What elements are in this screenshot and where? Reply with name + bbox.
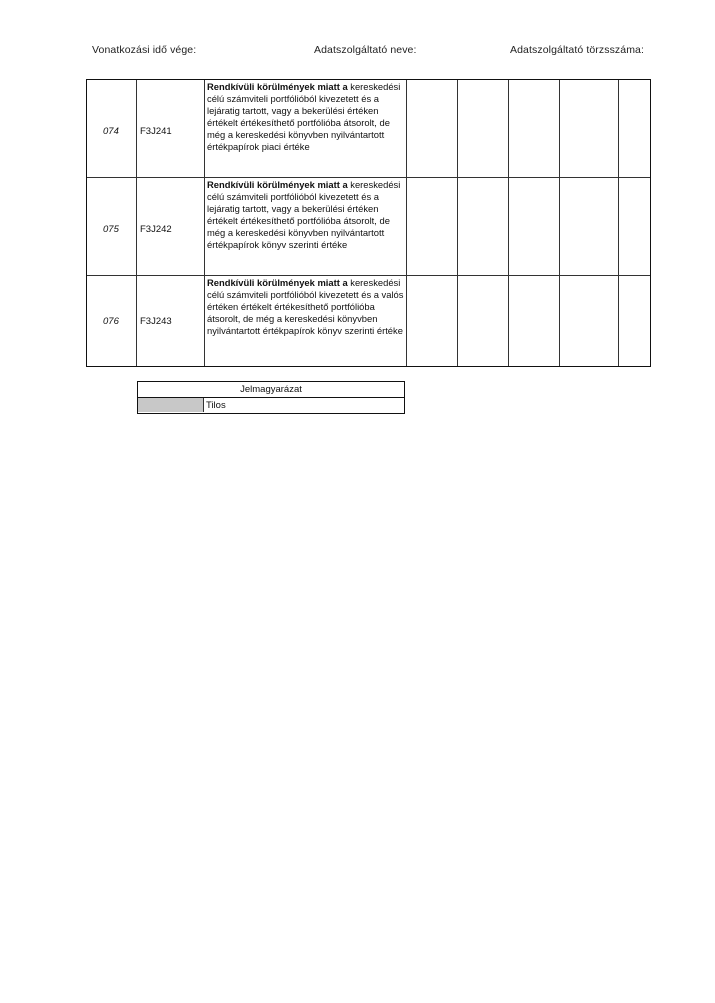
data-table (86, 79, 651, 367)
value-cell[interactable] (407, 80, 458, 177)
row-code: F3J243 (140, 316, 172, 327)
row-description: Rendkívüli körülmények miatt a kereskedési célú számviteli portfólióból kivezetett és a valós értéken értékelt értékesíthető portfólióba átsorolt, de még a kereskedési könyvben nyilvántartott értékpapírok könyv szerinti értéke (207, 277, 404, 337)
row-description: Rendkívüli körülmények miatt a kereskedési célú számviteli portfólióból kivezetett és a lejáratig tartott, vagy a bekerülési értéken értékelt értékesíthető portfólióba átsorolt, de még a kereskedési könyvben nyilvántartott értékpapírok könyv szerinti értéke (207, 179, 401, 251)
value-cell[interactable] (458, 80, 509, 177)
row-number: 074 (103, 126, 119, 137)
value-cell[interactable] (619, 178, 650, 275)
table-row (87, 276, 650, 366)
reference-period-end-label: Vonatkozási idő vége: (92, 44, 197, 56)
value-cell[interactable] (458, 276, 509, 366)
table-row (87, 80, 650, 178)
legend-swatch-forbidden (138, 398, 204, 412)
row-code: F3J242 (140, 224, 172, 235)
legend-label-forbidden: Tilos (206, 400, 226, 411)
provider-reg-number-label: Adatszolgáltató törzsszáma: (510, 44, 645, 56)
legend-title: Jelmagyarázat (138, 382, 404, 398)
value-cell[interactable] (509, 80, 560, 177)
table-row (87, 178, 650, 276)
row-code: F3J241 (140, 126, 172, 137)
value-cell[interactable] (619, 276, 650, 366)
value-cell[interactable] (509, 276, 560, 366)
legend-box (137, 381, 405, 414)
value-cell[interactable] (560, 276, 619, 366)
value-cell[interactable] (458, 178, 509, 275)
row-number: 076 (103, 316, 119, 327)
value-cell[interactable] (509, 178, 560, 275)
value-cell[interactable] (560, 178, 619, 275)
row-description: Rendkívüli körülmények miatt a kereskedési célú számviteli portfólióból kivezetett és a lejáratig tartott, vagy a bekerülési értéken értékelt értékesíthető portfólióba átsorolt, de még a kereskedési könyvben nyilvántartott értékpapírok piaci értéke (207, 81, 401, 153)
value-cell[interactable] (560, 80, 619, 177)
provider-name-label: Adatszolgáltató neve: (314, 44, 417, 56)
value-cell[interactable] (619, 80, 650, 177)
value-cell[interactable] (407, 276, 458, 366)
row-number: 075 (103, 224, 119, 235)
value-cell[interactable] (407, 178, 458, 275)
